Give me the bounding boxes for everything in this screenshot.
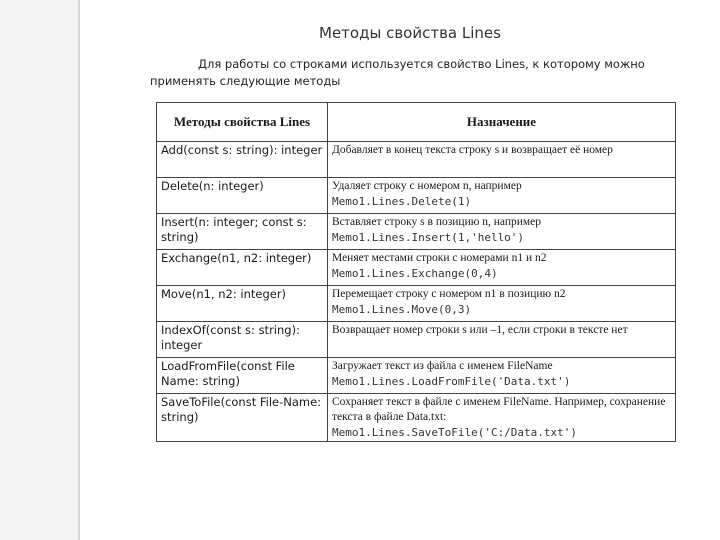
method-signature: Add(const s: string): integer xyxy=(157,142,328,178)
table-row xyxy=(157,178,676,214)
code-example: Memo1.Lines.Insert(1,'hello') xyxy=(332,231,525,244)
method-description-cell xyxy=(328,358,676,394)
method-signature: LoadFromFile(const File Name: string) xyxy=(157,358,328,394)
slide-title: Методы свойства Lines xyxy=(319,24,501,42)
header-methods: Методы свойства Lines xyxy=(157,103,328,142)
method-signature: Exchange(n1, n2: integer) xyxy=(157,250,328,286)
table-row xyxy=(157,286,676,322)
methods-table xyxy=(156,102,676,442)
method-signature: IndexOf(const s: string): integer xyxy=(157,322,328,358)
method-description: Удаляет строку с номером n, например xyxy=(332,180,522,192)
method-description: Добавляет в конец текста строку s и возвращает её номер xyxy=(332,144,613,156)
table-row xyxy=(157,214,676,250)
left-decor-line xyxy=(78,0,80,540)
table-row xyxy=(157,142,676,178)
code-example: Memo1.Lines.Delete(1) xyxy=(332,195,472,208)
method-description-cell xyxy=(328,394,676,442)
method-description: Вставляет строку s в позицию n, например xyxy=(332,216,542,228)
table-row xyxy=(157,322,676,358)
code-example: Memo1.Lines.Move(0,3) xyxy=(332,303,472,316)
code-example: Memo1.Lines.Exchange(0,4) xyxy=(332,267,498,280)
method-description: Возвращает номер строки s или –1, если строки в тексте нет xyxy=(332,324,628,336)
method-signature: SaveToFile(const File-Name: string) xyxy=(157,394,328,442)
left-decor-band xyxy=(0,0,78,540)
method-description: Загружает текст из файла с именем FileName xyxy=(332,360,553,372)
code-example: Memo1.Lines.LoadFromFile('Data.txt') xyxy=(332,375,571,388)
code-example: Memo1.Lines.SaveToFile('C:/Data.txt') xyxy=(332,426,578,439)
method-signature: Delete(n: integer) xyxy=(157,178,328,214)
header-purpose: Назначение xyxy=(328,103,676,142)
method-description-cell xyxy=(328,322,676,358)
method-description-cell xyxy=(328,286,676,322)
method-signature: Insert(n: integer; const s: string) xyxy=(157,214,328,250)
method-description-cell xyxy=(328,214,676,250)
method-description-cell xyxy=(328,178,676,214)
table-header-row xyxy=(157,103,676,142)
method-description-cell xyxy=(328,250,676,286)
method-description-cell xyxy=(328,142,676,178)
table-row xyxy=(157,358,676,394)
table-row xyxy=(157,250,676,286)
method-description: Меняет местами строки с номерами n1 и n2 xyxy=(332,252,547,264)
method-description: Сохраняет текст в файле с именем FileName. Например, сохранение текста в файле Data.txt: xyxy=(332,396,666,423)
table-row xyxy=(157,394,676,442)
intro-paragraph: Для работы со строками используется свойство Lines, к которому можно применять следующие методы xyxy=(150,57,645,88)
method-signature: Move(n1, n2: integer) xyxy=(157,286,328,322)
method-description: Перемещает строку с номером n1 в позицию n2 xyxy=(332,288,566,300)
